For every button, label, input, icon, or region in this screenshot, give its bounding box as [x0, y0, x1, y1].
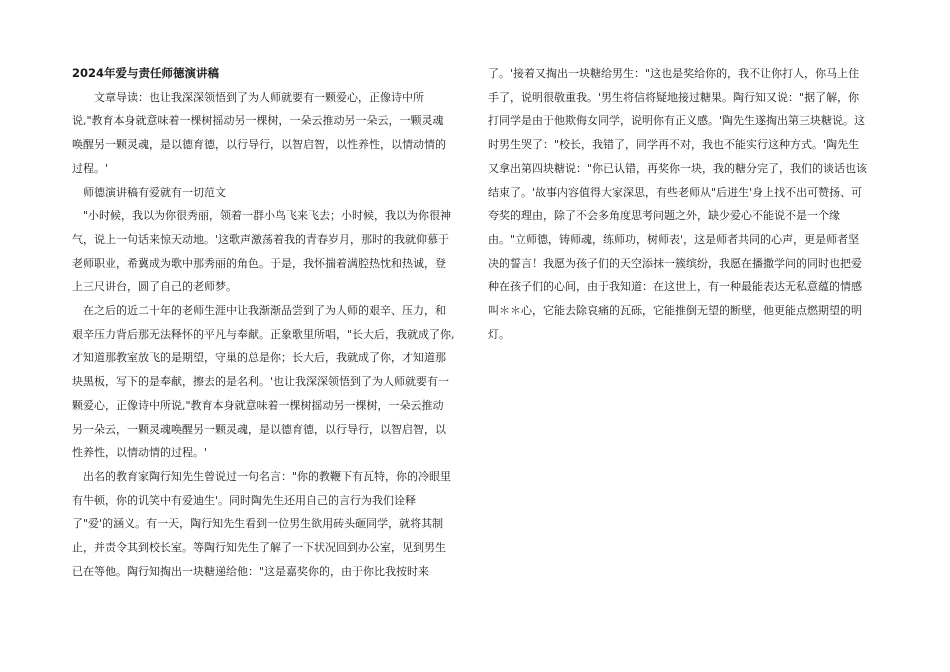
text-line: 种在孩子们的心间，由于我知道：在这世上，有一种最能表达无私意蕴的情感 — [488, 280, 862, 294]
text-line: 气，说上一句话来惊天动地。'这歌声激荡着我的青春岁月，那时的我就仰慕于 — [72, 232, 450, 246]
text-line: 已在等他。陶行知掏出一块糖递给他："这是嘉奖你的，由于你比我按时来 — [72, 564, 430, 578]
text-line: 块黑板，写下的是奉献，擦去的是名利。'也让我深深领悟到了为人师就要有一 — [72, 375, 450, 389]
left-column — [72, 62, 464, 583]
text-line: "小时候，我以为你很秀丽，领着一群小鸟飞来飞去；小时候，我以为你很神 — [72, 209, 452, 223]
text-line: 结束了。'故事内容值得大家深思，有些老师从"后进生'身上找不出可赞扬、可 — [488, 185, 863, 199]
text-line: 颗爱心，正像诗中所说,"教育本身就意味着一棵树摇动另一棵树，一朵云推动 — [72, 398, 444, 412]
text-line: 唤醒另一颗灵魂，是以德育德，以行导行，以智启智，以性养性，以情动情的 — [72, 138, 446, 152]
text-line: 出名的教育家陶行知先生曾说过一句名言："你的教鞭下有瓦特，你的冷眼里 — [72, 469, 452, 483]
text-line: 又拿出第四块糖说："你已认错，再奖你一块，我的糖分完了，我们的谈话也该 — [488, 161, 868, 175]
text-line: 说,"教育本身就意味着一棵树摇动另一棵树，一朵云推动另一朵云，一颗灵魂 — [72, 114, 444, 128]
text-line: 叫＊＊心，它能去除哀痛的瓦砾，它能推倒无望的断壁，他更能点燃期望的明 — [488, 304, 862, 318]
text-line: 手了，说明很敬重我。'男生将信将疑地接过糖果。陶行知又说："据了解，你 — [488, 90, 860, 104]
text-line: 由。"立师德，铸师魂，练师功，树师表'，这是师者共同的心声，更是师者坚 — [488, 232, 860, 246]
text-line: 过程。' — [72, 161, 109, 175]
text-line: 夸奖的理由，除了不会多角度思考问题之外，缺少爱心不能说不是一个缘 — [488, 209, 840, 223]
text-line: 时男生哭了："校长，我错了，同学再不对，我也不能实行这种方式。'陶先生 — [488, 138, 860, 152]
text-line: 性养性，以情动情的过程。' — [72, 446, 208, 460]
text-line: 才知道那教室放飞的是期望，守巢的总是你；长大后，我就成了你，才知道那 — [72, 351, 446, 365]
text-line: 打同学是由于他欺侮女同学，说明你有正义感。'陶先生遂掏出第三块糖说。这 — [488, 114, 866, 128]
right-body — [488, 62, 880, 346]
text-line: 灯。 — [488, 327, 510, 341]
text-line: 在之后的近二十年的老师生涯中让我渐渐品尝到了为人师的艰辛、压力，和 — [72, 304, 446, 318]
section-subheading: 师德演讲稿有爱就有一切范文 — [72, 185, 226, 199]
text-line: 有牛顿，你的讥笑中有爱迪生'。同时陶先生还用自己的言行为我们诠释 — [72, 493, 417, 507]
text-line: 了"爱'的涵义。有一天，陶行知先生看到一位男生欲用砖头砸同学，就将其制 — [72, 517, 444, 531]
text-line: 止，并责令其到校长室。等陶行知先生了解了一下状况回到办公室，见到男生 — [72, 541, 446, 555]
text-line: 老师职业，希冀成为歌中那秀丽的角色。于是，我怀揣着满腔热忱和热诚，登 — [72, 256, 446, 270]
text-line: 文章导读：也让我深深领悟到了为人师就要有一颗爱心，正像诗中所 — [72, 90, 424, 104]
text-line: 了。'接着又掏出一块糖给男生："这也是奖给你的，我不让你打人，你马上住 — [488, 67, 860, 80]
document-title: 2024年爱与责任师德演讲稿 — [72, 66, 220, 80]
left-body — [72, 86, 464, 584]
text-line: 上三尺讲台，圆了自己的老师梦。 — [72, 280, 237, 294]
text-line: 决的誓言！我愿为孩子们的天空添抹一簇缤纷，我愿在播撒学问的同时也把爱 — [488, 256, 862, 270]
right-column — [488, 62, 880, 346]
text-line: 艰辛压力背后那无法释怀的平凡与奉献。正象歌里所唱，"长大后，我就成了你, — [72, 327, 455, 341]
text-line: 另一朵云，一颗灵魂唤醒另一颗灵魂，是以德育德，以行导行，以智启智，以 — [72, 422, 446, 436]
